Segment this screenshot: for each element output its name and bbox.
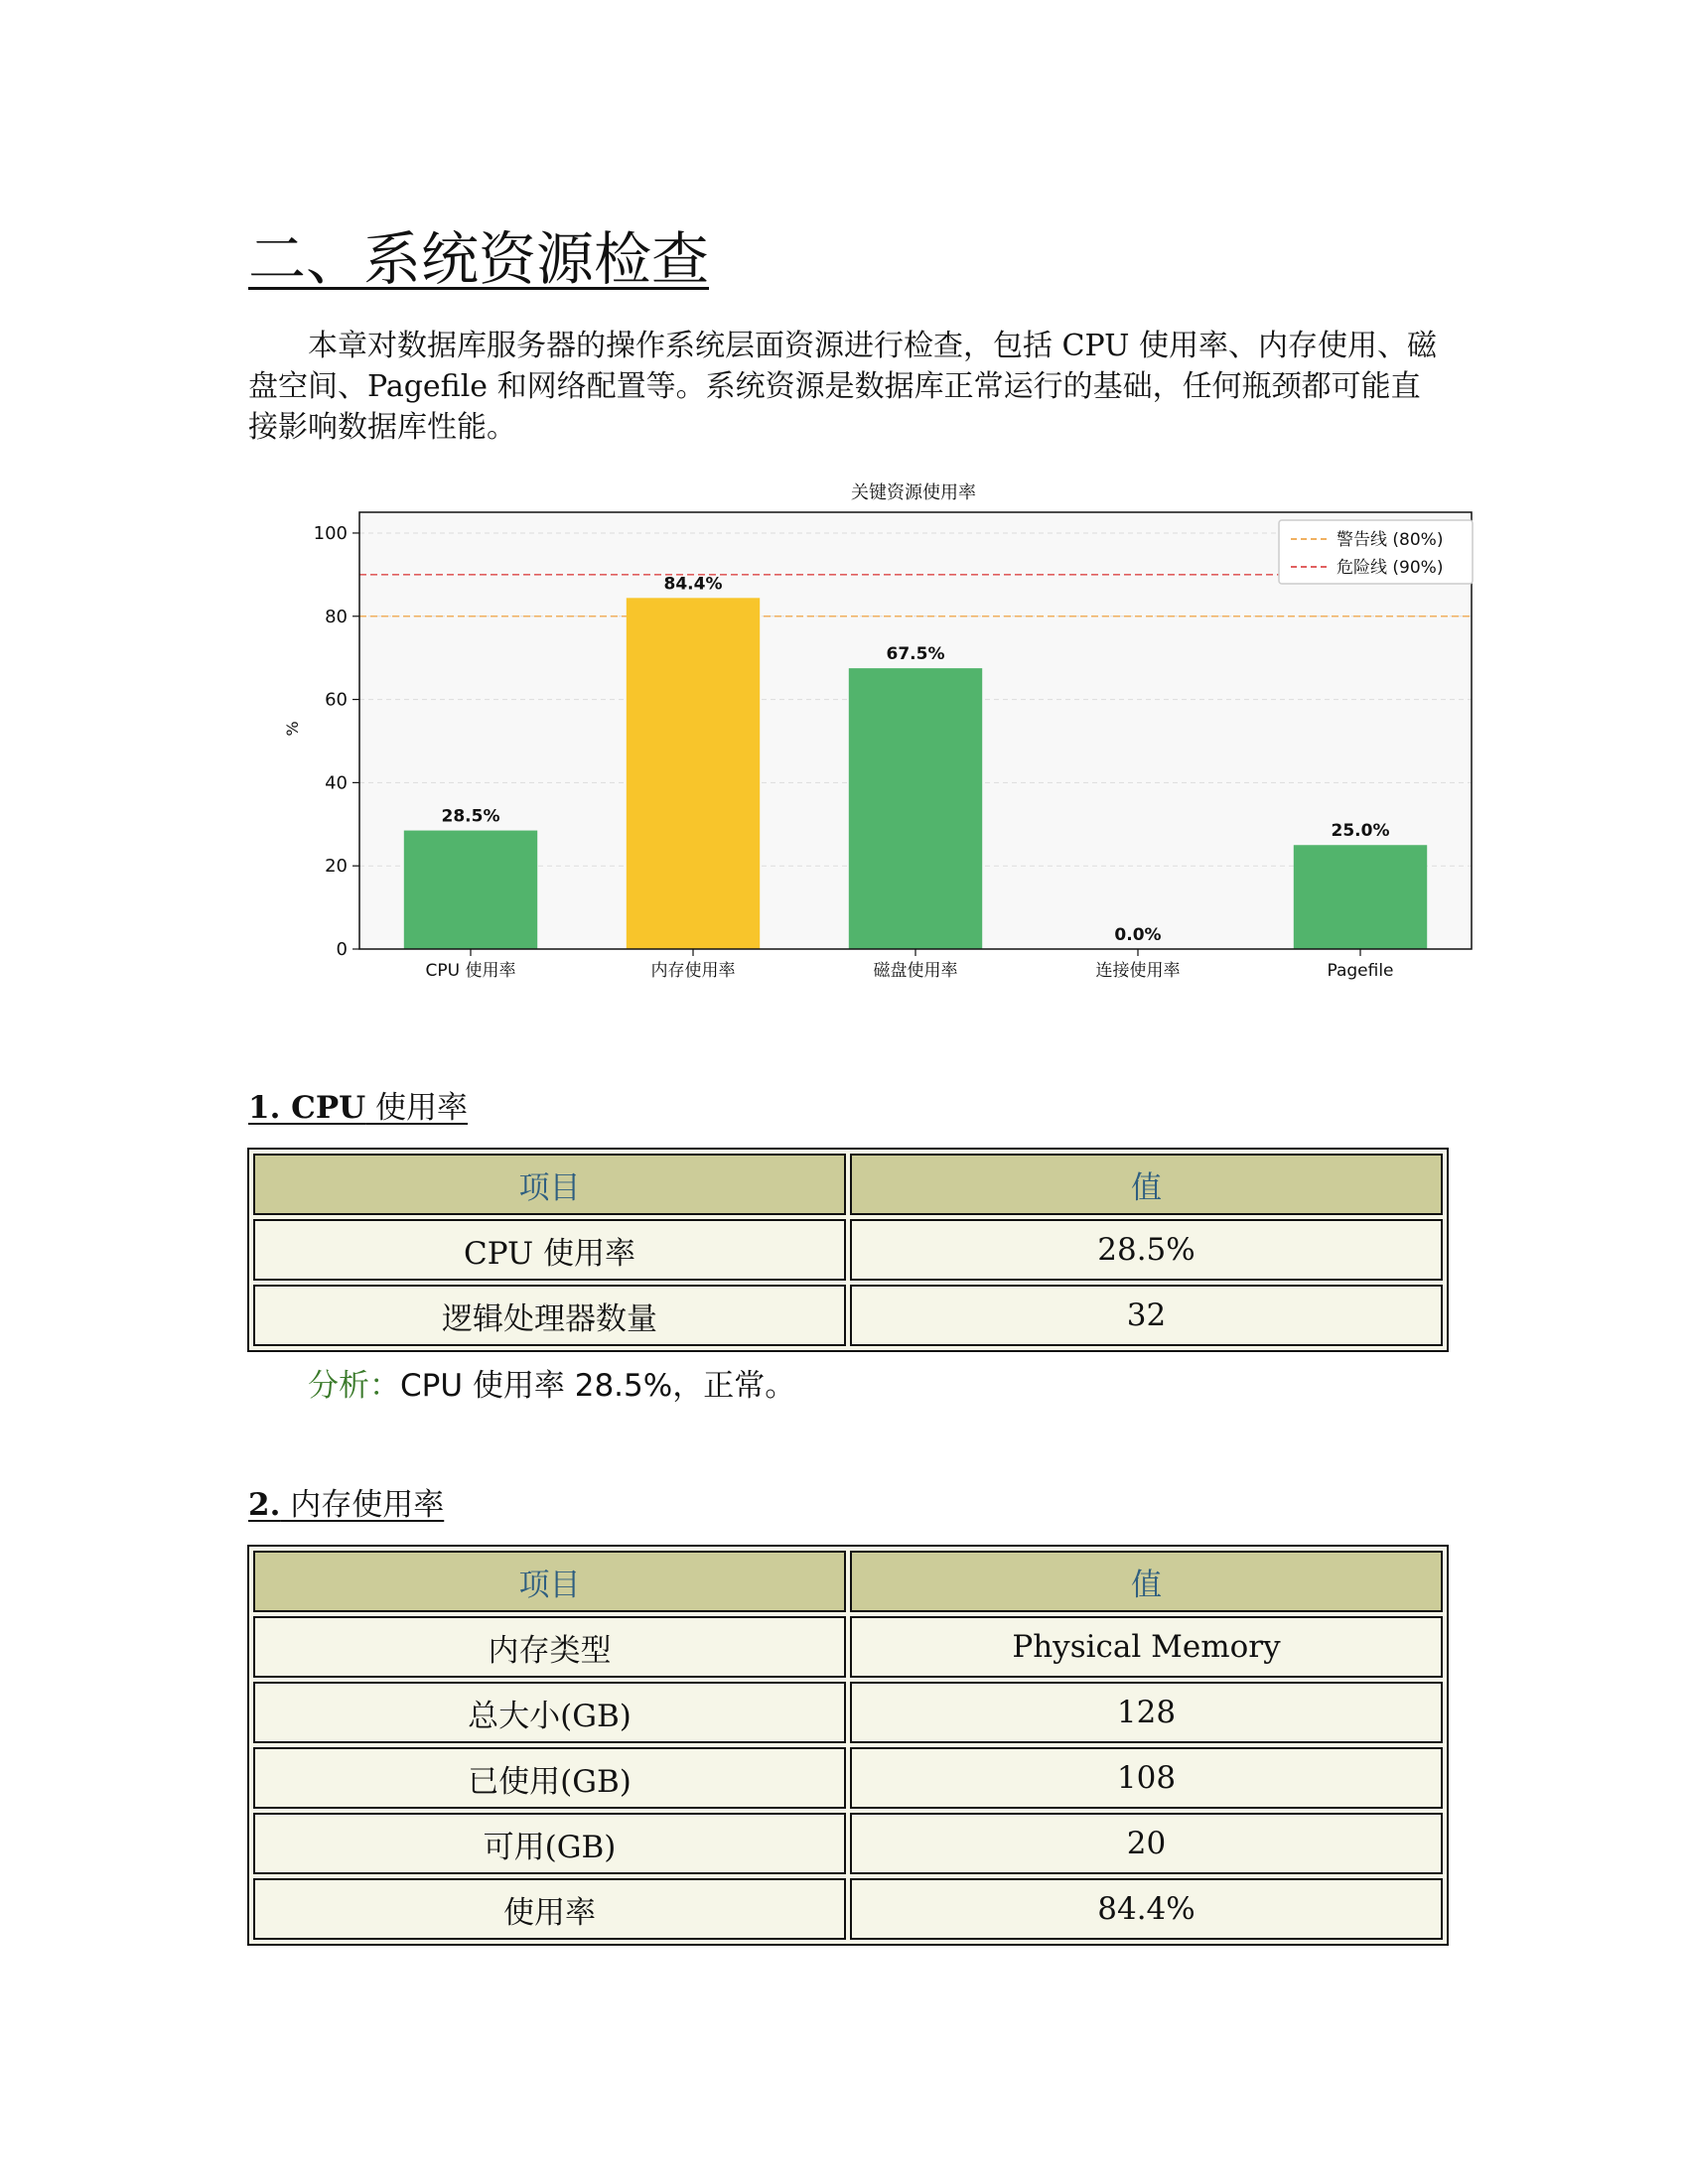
table-row bbox=[253, 1616, 1443, 1678]
analysis-text: CPU 使用率 28.5%，正常。 bbox=[400, 1368, 796, 1404]
bar bbox=[1294, 845, 1427, 949]
column-header-item: 项目 bbox=[253, 1154, 846, 1215]
table-header-row bbox=[253, 1551, 1443, 1612]
table-row bbox=[253, 1682, 1443, 1743]
legend-danger-line-label: 危险线 (90%) bbox=[1336, 558, 1444, 578]
cpu-analysis bbox=[308, 1366, 795, 1406]
cell-value: 28.5% bbox=[850, 1219, 1443, 1281]
x-tick-label: 磁盘使用率 bbox=[873, 961, 958, 981]
memory-table bbox=[247, 1545, 1449, 1946]
cpu-heading-number: 1. CPU bbox=[248, 1090, 366, 1126]
cell-value: Physical Memory bbox=[850, 1616, 1443, 1678]
cell-value: 108 bbox=[850, 1747, 1443, 1809]
column-header-value: 值 bbox=[850, 1154, 1443, 1215]
memory-heading-text: 内存使用率 bbox=[280, 1487, 445, 1523]
y-tick-label: 0 bbox=[336, 939, 348, 960]
chart-y-axis-label: % bbox=[283, 721, 302, 737]
table-row bbox=[253, 1285, 1443, 1346]
bar bbox=[404, 831, 537, 949]
y-tick-label: 80 bbox=[325, 606, 348, 627]
y-tick-label: 100 bbox=[313, 522, 348, 544]
x-tick-label: 内存使用率 bbox=[650, 961, 736, 981]
bar bbox=[627, 598, 760, 949]
cell-item: 内存类型 bbox=[253, 1616, 846, 1678]
bar bbox=[849, 668, 982, 949]
table-row bbox=[253, 1747, 1443, 1809]
chart-legend bbox=[1279, 520, 1473, 584]
memory-heading-number: 2. bbox=[248, 1487, 281, 1523]
bar-value-label: 25.0% bbox=[1331, 821, 1390, 842]
cell-value: 84.4% bbox=[850, 1878, 1443, 1940]
section-title: 二、系统资源检查 bbox=[248, 225, 710, 293]
cpu-section-heading bbox=[248, 1088, 468, 1128]
table-header-row bbox=[253, 1154, 1443, 1215]
resource-usage-chart bbox=[268, 469, 1499, 1005]
cpu-heading-text: 使用率 bbox=[365, 1090, 469, 1126]
y-tick-label: 60 bbox=[325, 689, 348, 711]
table-row bbox=[253, 1878, 1443, 1940]
memory-section-heading bbox=[248, 1485, 444, 1525]
bar-value-label: 84.4% bbox=[663, 574, 723, 595]
y-tick-label: 40 bbox=[325, 772, 348, 794]
table-row bbox=[253, 1219, 1443, 1281]
analysis-label: 分析： bbox=[308, 1368, 400, 1404]
x-tick-label: 连接使用率 bbox=[1095, 961, 1181, 981]
cell-item: CPU 使用率 bbox=[253, 1219, 846, 1281]
cell-value: 32 bbox=[850, 1285, 1443, 1346]
cell-value: 20 bbox=[850, 1813, 1443, 1874]
cell-item: 已使用(GB) bbox=[253, 1747, 846, 1809]
legend-warning-line-label: 警告线 (80%) bbox=[1336, 530, 1444, 550]
bar-value-label: 67.5% bbox=[886, 644, 945, 665]
section-intro: 本章对数据库服务器的操作系统层面资源进行检查，包括 CPU 使用率、内存使用、磁盘空间、Pagefile 和网络配置等。系统资源是数据库正常运行的基础，任何瓶颈都可能直接影响数据库性能。 bbox=[248, 329, 1437, 445]
cell-item: 可用(GB) bbox=[253, 1813, 846, 1874]
cell-item: 逻辑处理器数量 bbox=[253, 1285, 846, 1346]
cell-item: 使用率 bbox=[253, 1878, 846, 1940]
bar-value-label: 0.0% bbox=[1114, 925, 1162, 945]
x-tick-label: CPU 使用率 bbox=[425, 961, 516, 981]
bar-value-label: 28.5% bbox=[441, 806, 500, 827]
cell-value: 128 bbox=[850, 1682, 1443, 1743]
column-header-item: 项目 bbox=[253, 1551, 846, 1612]
table-row bbox=[253, 1813, 1443, 1874]
column-header-value: 值 bbox=[850, 1551, 1443, 1612]
cell-item: 总大小(GB) bbox=[253, 1682, 846, 1743]
x-tick-label: Pagefile bbox=[1327, 961, 1394, 981]
chart-title: 关键资源使用率 bbox=[851, 482, 976, 503]
y-tick-label: 20 bbox=[325, 856, 348, 878]
cpu-table bbox=[247, 1148, 1449, 1352]
